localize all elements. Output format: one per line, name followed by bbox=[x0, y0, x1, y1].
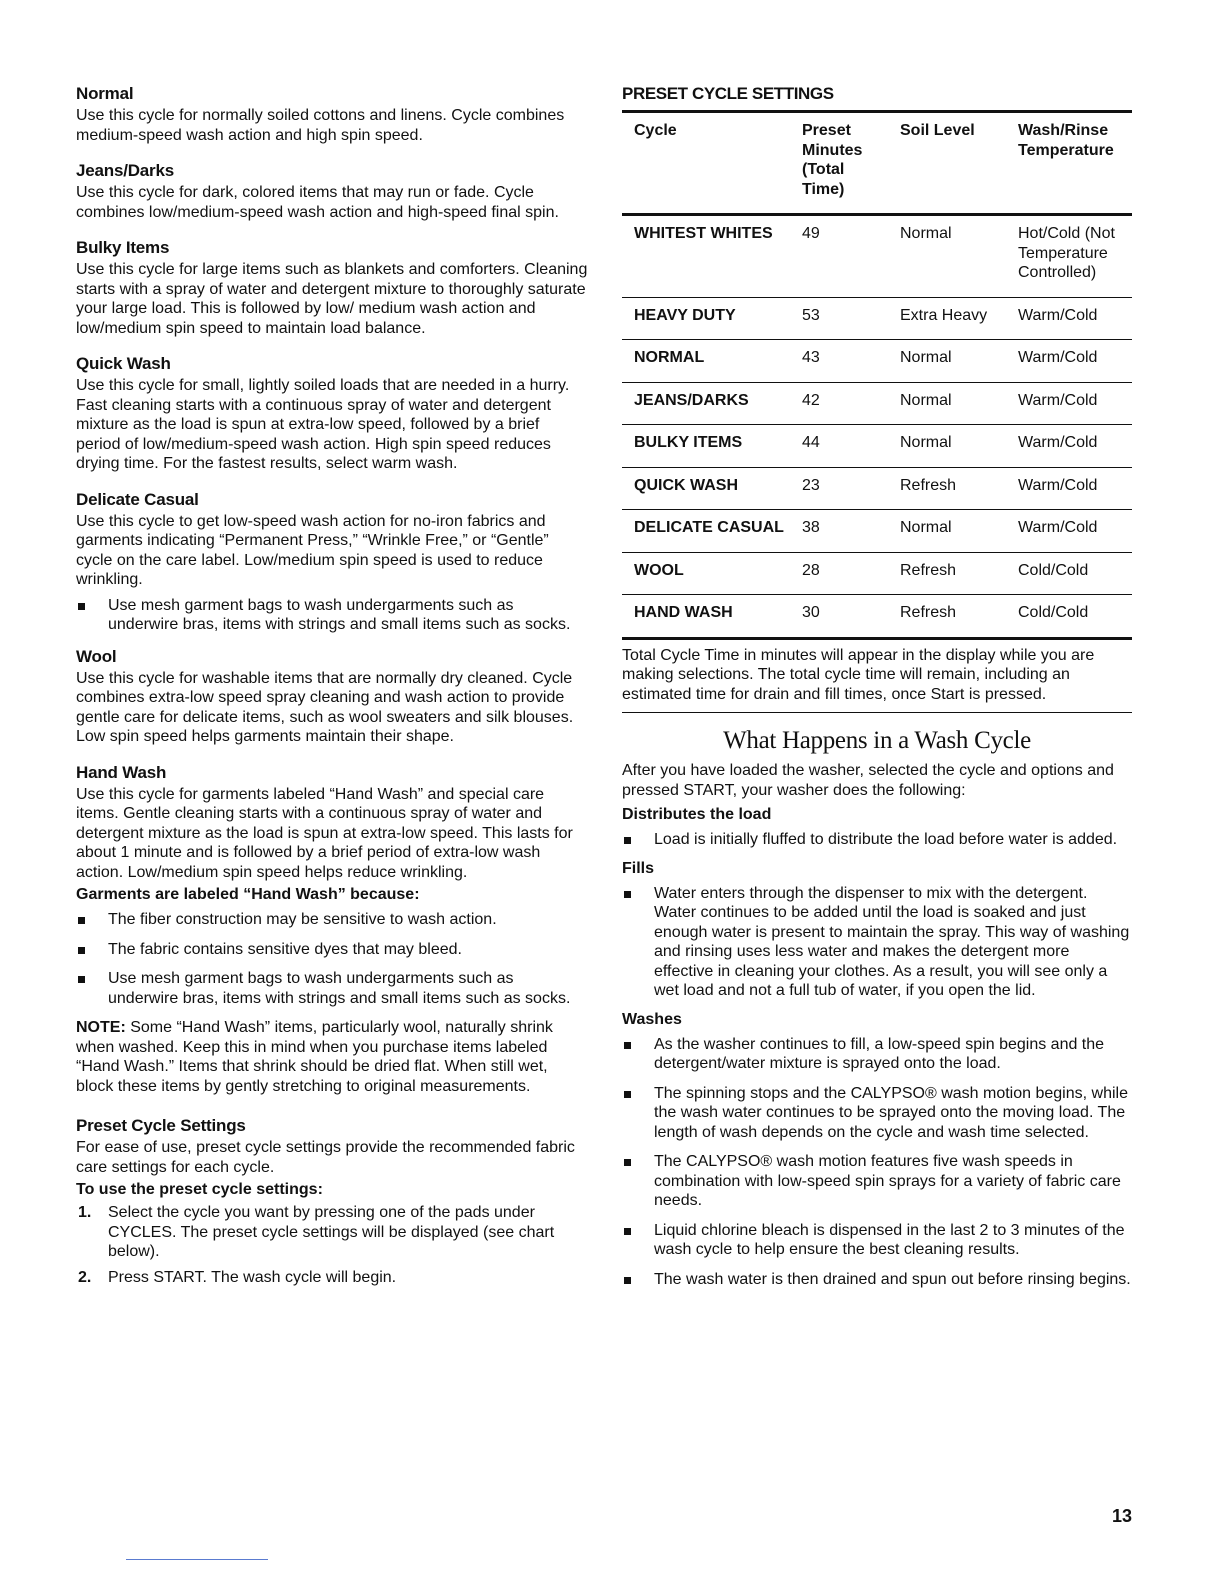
note-label: NOTE: bbox=[76, 1019, 126, 1036]
washes-list bbox=[622, 1035, 1132, 1290]
cell-cycle: BULKY ITEMS bbox=[634, 434, 743, 451]
cell-soil-level: Extra Heavy bbox=[900, 306, 988, 324]
subheading: To use the preset cycle settings: bbox=[76, 1181, 323, 1198]
bullet-item: The fiber construction may be sensitive to wash action. bbox=[76, 910, 588, 930]
section-title: Wool bbox=[76, 646, 117, 666]
cell-cycle: HAND WASH bbox=[634, 604, 733, 621]
fills-heading: Fills bbox=[622, 859, 655, 877]
subheading: Garments are labeled “Hand Wash” because: bbox=[76, 886, 420, 903]
note-text: Some “Hand Wash” items, particularly wool, naturally shrink when washed. Keep this in mind when you purchase items labeled “Hand Wash.” Items that shrink should be dried flat. When still wet, block these items by gently stretching to original measurements. bbox=[76, 1019, 553, 1095]
section-quick-wash bbox=[76, 354, 588, 474]
distributes-list bbox=[622, 830, 1132, 850]
right-column bbox=[622, 84, 1132, 1299]
washes-heading: Washes bbox=[622, 1010, 682, 1028]
cell-soil-level: Refresh bbox=[900, 476, 957, 494]
cell-minutes: 43 bbox=[802, 349, 820, 366]
section-wool bbox=[76, 647, 588, 747]
wash-intro: After you have loaded the washer, selected the cycle and options and pressed START, your washer does the following: bbox=[622, 762, 1114, 799]
cell-temperature: Warm/Cold bbox=[1018, 306, 1098, 324]
cell-temperature: Warm/Cold bbox=[1018, 349, 1098, 366]
cell-cycle: JEANS/DARKS bbox=[634, 391, 749, 409]
bullet-item: The wash water is then drained and spun out before rinsing begins. bbox=[622, 1270, 1132, 1290]
cell-minutes: 23 bbox=[802, 476, 820, 494]
bullet-item: Liquid chlorine bleach is dispensed in the last 2 to 3 minutes of the wash cycle to help ensure the best cleaning results. bbox=[622, 1221, 1132, 1260]
step-item bbox=[76, 1268, 588, 1288]
table-note: Total Cycle Time in minutes will appear in the display while you are making selections. The total cycle time will remain, including an estimated time for drain and fill times, once Start is pressed. bbox=[622, 646, 1132, 714]
cell-minutes: 28 bbox=[802, 561, 820, 579]
table-row bbox=[622, 425, 1132, 468]
section-delicate-casual bbox=[76, 490, 588, 635]
section-text: For ease of use, preset cycle settings provide the recommended fabric care settings for each cycle. bbox=[76, 1139, 575, 1176]
cell-soil-level: Normal bbox=[900, 349, 952, 366]
bullet-item: Use mesh garment bags to wash undergarments such as underwire bras, items with strings and small items such as socks. bbox=[76, 596, 588, 635]
section-text: Use this cycle for washable items that are normally dry cleaned. Cycle combines extra-low speed spray cleaning and wash action to provide gentle care for delicate items, such as wool sweaters and silk blouses. Low spin speed helps garments maintain their shape. bbox=[76, 669, 574, 745]
section-text: Use this cycle for garments labeled “Hand Wash” and special care items. Gentle cleaning starts with a continuous spray of water and detergent mixture as the load is spun at extra-low speed. This lasts for about 1 minute and is followed by a brief period of extra-low wash action. Low/medium spin speed helps reduce wrinkling. bbox=[76, 785, 573, 881]
table-row bbox=[622, 215, 1132, 298]
left-column bbox=[76, 84, 588, 1303]
page-number: 13 bbox=[1111, 1506, 1132, 1526]
bullet-item: Load is initially fluffed to distribute the load before water is added. bbox=[622, 830, 1132, 850]
cell-minutes: 53 bbox=[802, 306, 820, 324]
table-title: PRESET CYCLE SETTINGS bbox=[622, 84, 834, 103]
cell-soil-level: Normal bbox=[900, 225, 952, 242]
cell-minutes: 49 bbox=[802, 225, 820, 242]
step-list bbox=[76, 1203, 588, 1287]
bullet-list bbox=[76, 910, 588, 1008]
section-text: Use this cycle to get low-speed wash action for no-iron fabrics and garments indicating “Permanent Press,” “Wrinkle Free,” or “Gentle” cycle on the care label. Low/medium spin speed is used to reduce wrinkling. bbox=[76, 512, 549, 588]
section-title: Preset Cycle Settings bbox=[76, 1116, 246, 1135]
cell-minutes: 42 bbox=[802, 391, 820, 409]
step-number: 1. bbox=[78, 1204, 92, 1221]
header-cycle: Cycle bbox=[634, 122, 677, 139]
table-header-row bbox=[622, 112, 1132, 215]
step-item bbox=[76, 1203, 588, 1262]
cell-cycle: NORMAL bbox=[634, 349, 705, 366]
section-title: Delicate Casual bbox=[76, 489, 199, 509]
bullet-list bbox=[76, 596, 588, 635]
table-row bbox=[622, 467, 1132, 510]
bullet-item: The CALYPSO® wash motion features five wash speeds in combination with low-speed spin sprays for a variety of fabric care needs. bbox=[622, 1152, 1132, 1211]
cell-temperature: Warm/Cold bbox=[1018, 434, 1098, 451]
section-hand-wash bbox=[76, 763, 588, 1097]
step-text: Select the cycle you want by pressing one of the pads under CYCLES. The preset cycle settings will be displayed (see chart below). bbox=[108, 1204, 555, 1260]
cell-cycle: WHITEST WHITES bbox=[634, 225, 773, 242]
cell-soil-level: Normal bbox=[900, 434, 952, 451]
fills-list bbox=[622, 884, 1132, 1001]
header-soil-level: Soil Level bbox=[900, 122, 975, 139]
distributes-heading: Distributes the load bbox=[622, 806, 772, 823]
bullet-item: Use mesh garment bags to wash undergarments such as underwire bras, items with strings and small items such as socks. bbox=[76, 969, 588, 1008]
cell-cycle: HEAVY DUTY bbox=[634, 306, 736, 324]
section-bulky-items bbox=[76, 238, 588, 338]
cell-temperature: Hot/Cold (Not Temperature Controlled) bbox=[1018, 225, 1115, 281]
cell-cycle: QUICK WASH bbox=[634, 476, 738, 494]
cell-minutes: 30 bbox=[802, 604, 820, 621]
cell-minutes: 38 bbox=[802, 519, 820, 536]
step-number: 2. bbox=[78, 1268, 92, 1286]
table-row bbox=[622, 297, 1132, 340]
section-text: Use this cycle for small, lightly soiled loads that are needed in a hurry. Fast cleaning starts with a continuous spray of water and detergent mixture as the load is spun at extra-low speed, followed by a brief period of low/medium-speed wash action. High spin speed reduces drying time. For the fastest results, select warm wash. bbox=[76, 377, 570, 472]
step-text: Press START. The wash cycle will begin. bbox=[108, 1268, 397, 1286]
bullet-item: Water enters through the dispenser to mix with the detergent. Water continues to be added until the load is soaked and just enough water is present to maintain the spray. This way of washing and rinsing uses less water and makes the detergent more effective in cleaning your clothes. As a result, you will see only a wet load and not a full tub of water, if you open the lid. bbox=[622, 884, 1132, 1001]
table-row bbox=[622, 595, 1132, 639]
section-title: Jeans/Darks bbox=[76, 161, 174, 180]
section-preset-cycle-settings bbox=[76, 1116, 588, 1287]
table-row bbox=[622, 382, 1132, 425]
footer-line bbox=[126, 1559, 268, 1560]
header-temperature: Wash/Rinse Temperature bbox=[1018, 122, 1114, 159]
bullet-item: The spinning stops and the CALYPSO® wash motion begins, while the wash water continues to be sprayed onto the moving load. The length of wash depends on the cycle and wash time selected. bbox=[622, 1084, 1132, 1143]
table-row bbox=[622, 510, 1132, 553]
cell-soil-level: Refresh bbox=[900, 561, 957, 579]
cell-temperature: Warm/Cold bbox=[1018, 391, 1098, 409]
section-text: Use this cycle for dark, colored items that may run or fade. Cycle combines low/medium-speed wash action and high-speed final spin. bbox=[76, 184, 559, 221]
cell-temperature: Warm/Cold bbox=[1018, 519, 1098, 536]
section-normal bbox=[76, 84, 588, 145]
section-title: Hand Wash bbox=[76, 762, 167, 782]
cell-soil-level: Refresh bbox=[900, 604, 957, 621]
preset-cycle-table bbox=[622, 110, 1132, 640]
section-title: Bulky Items bbox=[76, 238, 170, 257]
bullet-item: As the washer continues to fill, a low-speed spin begins and the detergent/water mixture is sprayed onto the load. bbox=[622, 1035, 1132, 1074]
note bbox=[76, 1018, 588, 1096]
section-title: Normal bbox=[76, 84, 134, 103]
bullet-item: The fabric contains sensitive dyes that may bleed. bbox=[76, 940, 588, 960]
cell-cycle: WOOL bbox=[634, 561, 684, 579]
cell-cycle: DELICATE CASUAL bbox=[634, 519, 784, 536]
section-title: Quick Wash bbox=[76, 354, 171, 373]
cell-temperature: Cold/Cold bbox=[1018, 561, 1089, 579]
section-text: Use this cycle for large items such as blankets and comforters. Cleaning starts with a spray of water and detergent mixture to thoroughly saturate your large load. This is followed by low/ medium wash action and low/medium spin speed to maintain load balance. bbox=[76, 261, 588, 337]
section-jeans-darks bbox=[76, 161, 588, 222]
cell-temperature: Warm/Cold bbox=[1018, 476, 1098, 494]
cell-soil-level: Normal bbox=[900, 391, 952, 409]
cell-minutes: 44 bbox=[802, 434, 820, 451]
header-preset-minutes: Preset Minutes (Total Time) bbox=[802, 122, 863, 198]
table-row bbox=[622, 552, 1132, 595]
table-row bbox=[622, 340, 1132, 383]
wash-cycle-heading: What Happens in a Wash Cycle bbox=[723, 727, 1031, 754]
section-text: Use this cycle for normally soiled cottons and linens. Cycle combines medium-speed wash action and high spin speed. bbox=[76, 107, 565, 144]
cell-temperature: Cold/Cold bbox=[1018, 604, 1089, 621]
cell-soil-level: Normal bbox=[900, 519, 952, 536]
